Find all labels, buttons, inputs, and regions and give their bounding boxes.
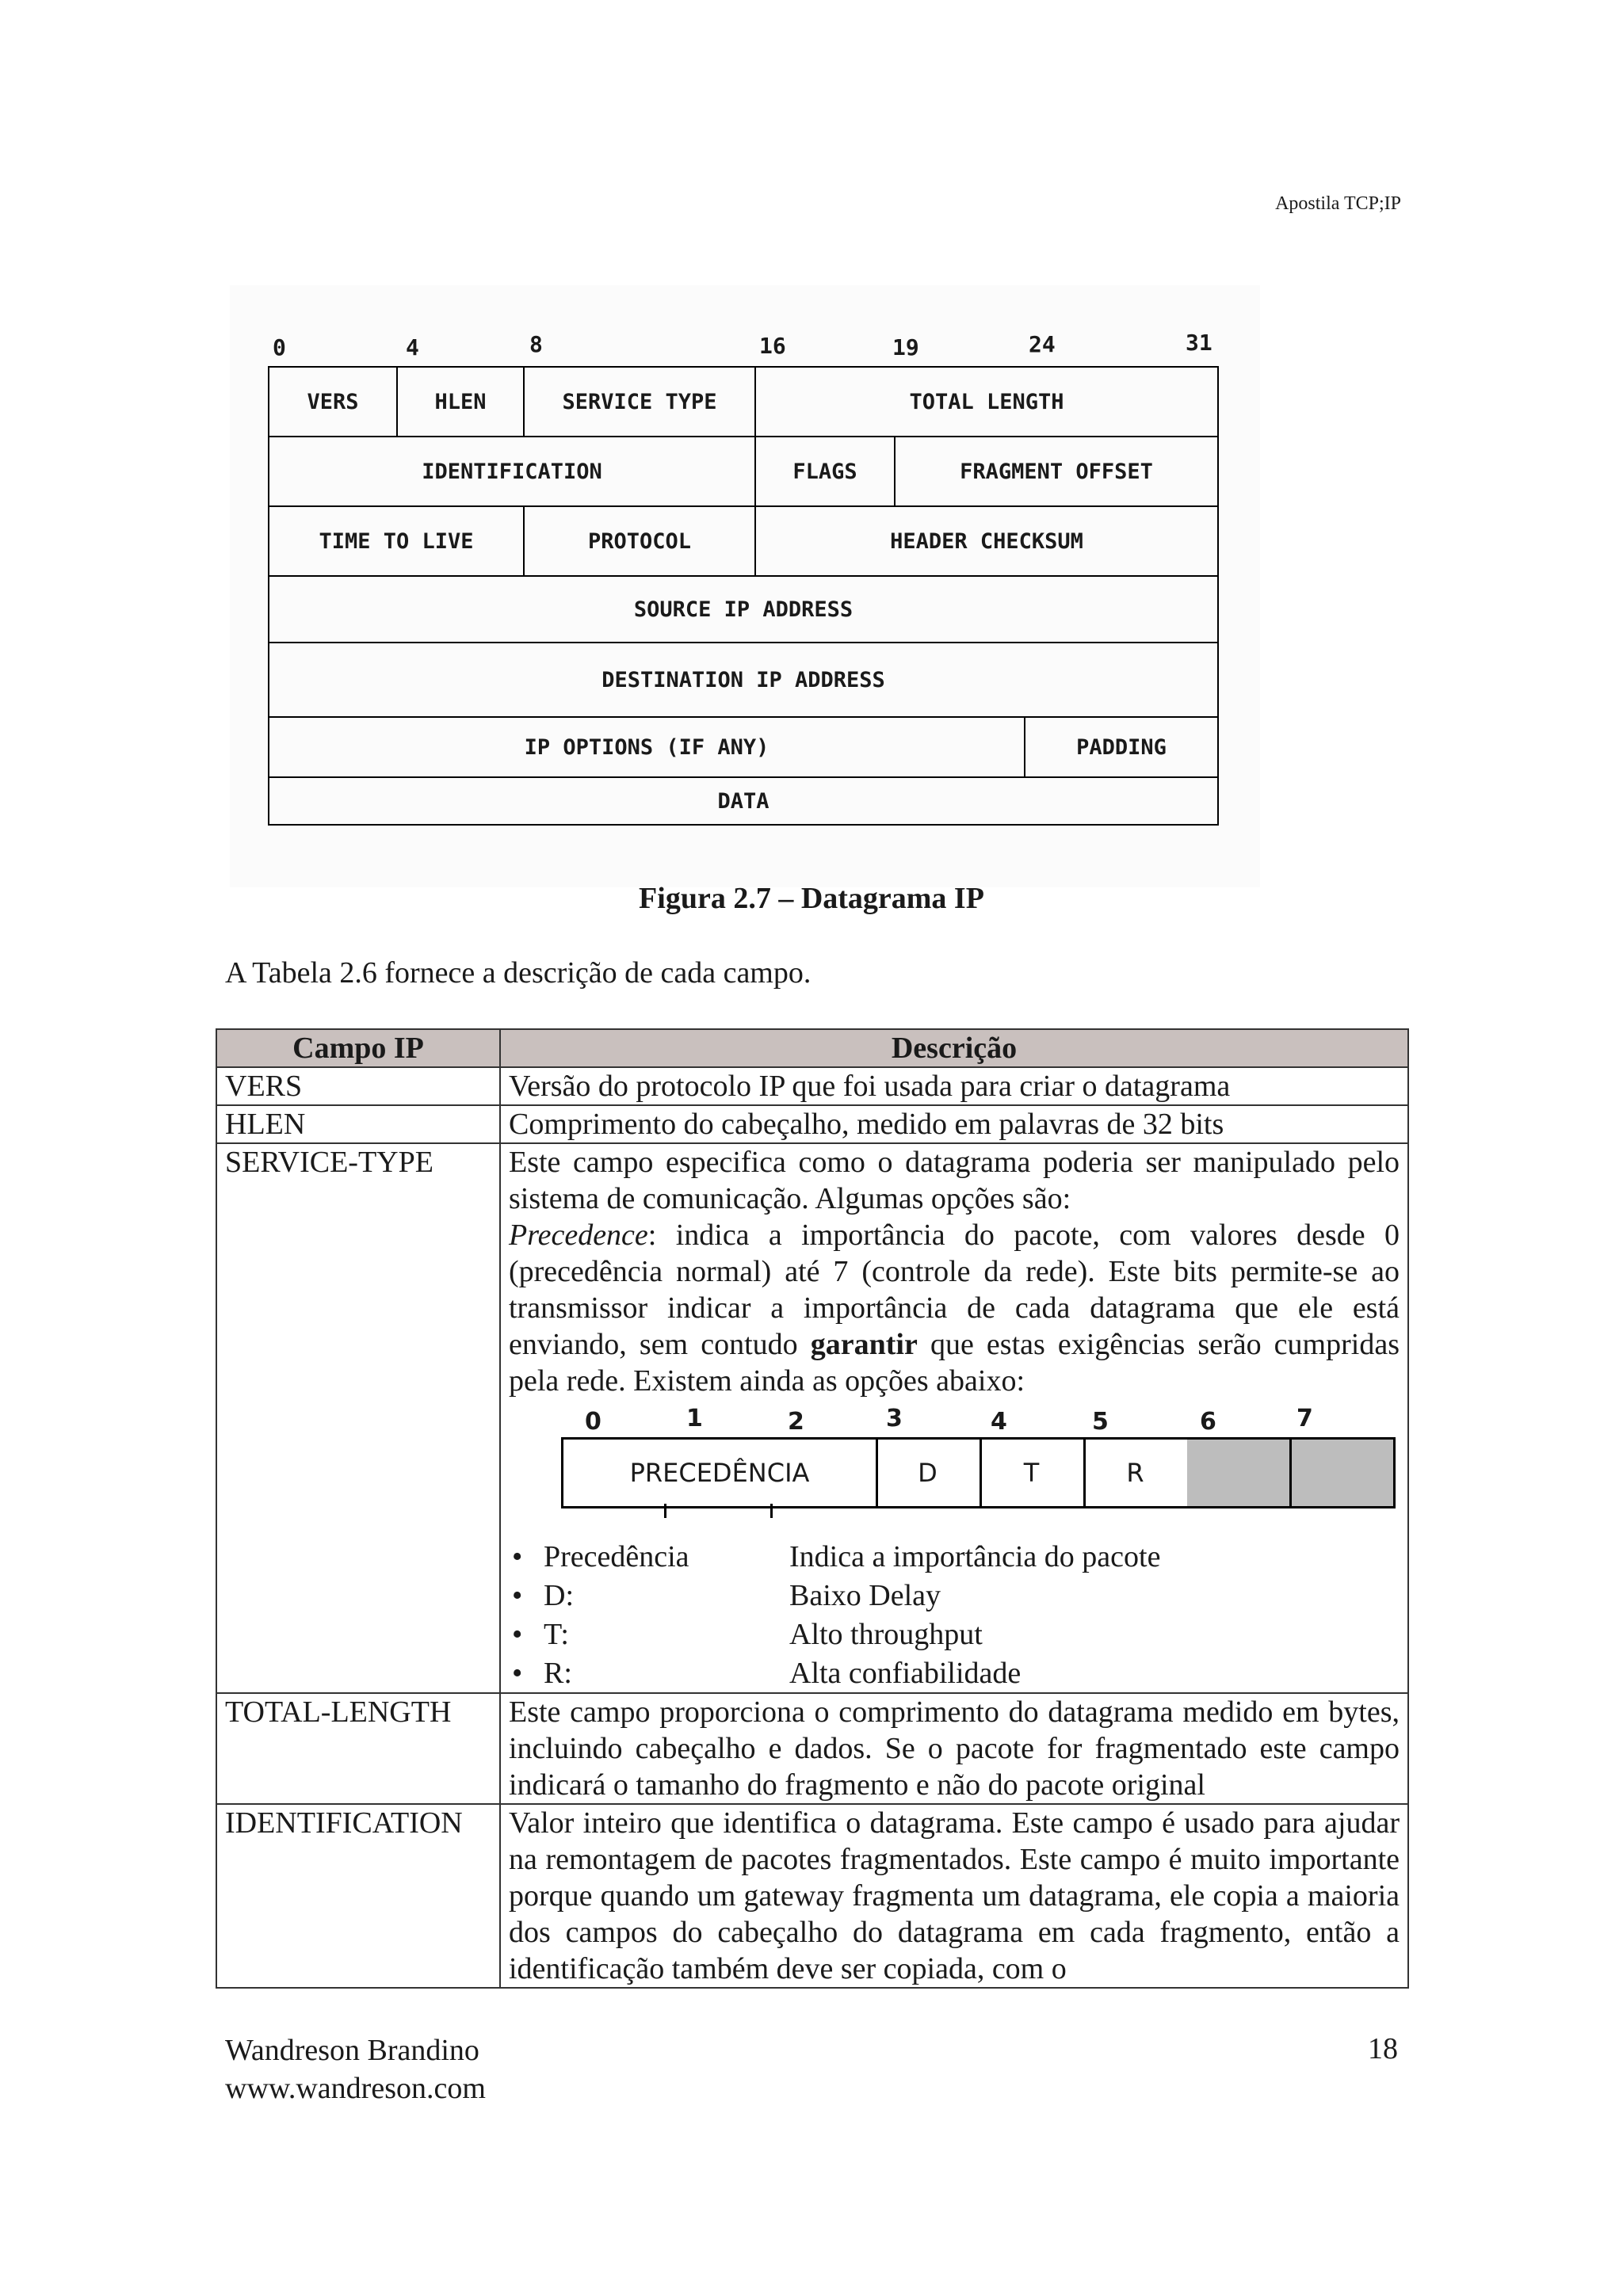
- description-cell: Versão do protocolo IP que foi usada para criar o datagrama: [500, 1067, 1408, 1105]
- intro-paragraph: A Tabela 2.6 fornece a descrição de cada campo.: [225, 956, 812, 990]
- tos-reserved-box: [1187, 1437, 1292, 1508]
- precedence-term: Precedence: [509, 1219, 648, 1252]
- table-row: [216, 1804, 1408, 1988]
- precedence-text: : indica a importância do pacote, com valores desde 0 (precedência normal) até 7 (controle da rede). Este bits permite-se ao transmissor indicar a importância de cada datagrama que ele está enviando, sem contudo: [509, 1219, 1400, 1361]
- tos-bit-number: 7: [1296, 1405, 1313, 1432]
- option-term: T:: [544, 1617, 569, 1651]
- field-name-cell: SERVICE-TYPE: [216, 1143, 500, 1693]
- tos-r-box: R: [1083, 1437, 1190, 1508]
- description-cell: Valor inteiro que identifica o datagrama. Este campo é usado para ajudar na remontagem de pacotes fragmentados. Este campo é muito importante porque quando um gateway fragmenta um datagrama, ele copia a maioria dos campos do cabeçalho do datagrama em cada fragmento, então a identificação também deve ser copiada, com o: [500, 1804, 1408, 1988]
- description-cell: Comprimento do cabeçalho, medido em palavras de 32 bits: [500, 1105, 1408, 1143]
- tos-t-box: T: [980, 1437, 1086, 1508]
- bit-number: 19: [892, 334, 919, 360]
- field-destination-ip: DESTINATION IP ADDRESS: [269, 643, 1217, 718]
- table-row: [216, 1105, 1408, 1143]
- emphasis-text: garantir: [810, 1328, 918, 1361]
- field-total-length: TOTAL LENGTH: [756, 368, 1217, 437]
- field-time-to-live: TIME TO LIVE: [269, 507, 525, 577]
- field-service-type: SERVICE TYPE: [525, 368, 756, 437]
- precedence-text-end: que estas exigências serão cumpridas pela rede. Existem ainda as opções abaixo:: [509, 1328, 1400, 1398]
- option-term: R:: [544, 1656, 572, 1690]
- ip-fields-table: [216, 1028, 1409, 1989]
- tos-precedence-box: PRECEDÊNCIA: [561, 1437, 878, 1508]
- running-header: Apostila TCP;IP: [1275, 193, 1401, 214]
- footer-website: www.wandreson.com: [225, 2072, 486, 2105]
- bit-number: 16: [759, 333, 786, 359]
- table-row: [216, 1067, 1408, 1105]
- field-hlen: HLEN: [398, 368, 525, 437]
- tos-bits-diagram: [523, 1401, 1400, 1534]
- tos-bit-number: 0: [585, 1408, 601, 1436]
- column-header: Descrição: [500, 1029, 1408, 1067]
- tos-d-box: D: [876, 1437, 982, 1508]
- table-row: [216, 1143, 1408, 1693]
- table-row: [216, 1693, 1408, 1804]
- option-meaning: Baixo Delay: [789, 1578, 941, 1612]
- bit-number: 0: [273, 334, 286, 360]
- list-item: [509, 1576, 1400, 1615]
- figure-caption: Figura 2.7 – Datagrama IP: [639, 882, 984, 915]
- tos-bit-number: 6: [1200, 1408, 1216, 1436]
- list-item: [509, 1537, 1400, 1576]
- bullet: •: [512, 1539, 523, 1573]
- tos-options-list: [509, 1537, 1400, 1692]
- service-type-intro: Este campo especifica como o datagrama poderia ser manipulado pelo sistema de comunicação. Algumas opções são:: [509, 1146, 1400, 1215]
- list-item: [509, 1653, 1400, 1692]
- option-meaning: Indica a importância do pacote: [789, 1539, 1161, 1573]
- list-item: [509, 1615, 1400, 1653]
- footer-author: Wandreson Brandino: [225, 2034, 479, 2067]
- field-data: DATA: [717, 788, 769, 814]
- option-term: Precedência: [544, 1539, 689, 1573]
- bit-number: 8: [529, 331, 543, 357]
- option-meaning: Alto throughput: [789, 1617, 983, 1651]
- field-source-ip: SOURCE IP ADDRESS: [269, 577, 1217, 643]
- bullet: •: [512, 1617, 523, 1651]
- tos-bit-number: 5: [1092, 1408, 1109, 1436]
- table-header-row: [216, 1029, 1408, 1067]
- precedence-paragraph: [509, 1217, 1400, 1399]
- ip-header-grid: [268, 366, 1219, 826]
- tos-reserved-box: [1289, 1437, 1396, 1508]
- field-ip-options: IP OPTIONS (IF ANY): [269, 718, 1025, 778]
- field-fragment-offset: FRAGMENT OFFSET: [896, 437, 1217, 507]
- column-header: Campo IP: [216, 1029, 500, 1067]
- page-number: 18: [1368, 2032, 1398, 2065]
- field-padding: PADDING: [1025, 718, 1217, 778]
- tos-tick: [664, 1504, 666, 1518]
- bit-number: 4: [406, 334, 419, 360]
- ip-datagram-figure: [230, 285, 1260, 887]
- bullet: •: [512, 1578, 523, 1612]
- field-name-cell: HLEN: [216, 1105, 500, 1143]
- tos-bit-number: 3: [886, 1405, 903, 1432]
- field-flags: FLAGS: [756, 437, 896, 507]
- option-meaning: Alta confiabilidade: [789, 1656, 1022, 1690]
- bit-number: 31: [1186, 330, 1212, 356]
- description-cell: Este campo proporciona o comprimento do datagrama medido em bytes, incluindo cabeçalho e dados. Se o pacote for fragmentado este campo indicará o tamanho do fragmento e não do pacote original: [500, 1693, 1408, 1804]
- tos-tick: [770, 1504, 773, 1518]
- footer: [225, 2031, 486, 2107]
- field-name-cell: IDENTIFICATION: [216, 1804, 500, 1988]
- field-header-checksum: HEADER CHECKSUM: [756, 507, 1217, 577]
- field-vers: VERS: [269, 368, 398, 437]
- field-name-cell: TOTAL-LENGTH: [216, 1693, 500, 1804]
- field-protocol: PROTOCOL: [525, 507, 756, 577]
- tos-bit-number: 1: [686, 1405, 703, 1432]
- option-term: D:: [544, 1578, 574, 1612]
- description-cell: [500, 1143, 1408, 1693]
- tos-bit-number: 2: [788, 1408, 804, 1436]
- field-identification: IDENTIFICATION: [269, 437, 756, 507]
- bit-number: 24: [1029, 331, 1056, 357]
- tos-bit-number: 4: [991, 1408, 1007, 1436]
- bullet: •: [512, 1656, 523, 1690]
- field-name-cell: VERS: [216, 1067, 500, 1105]
